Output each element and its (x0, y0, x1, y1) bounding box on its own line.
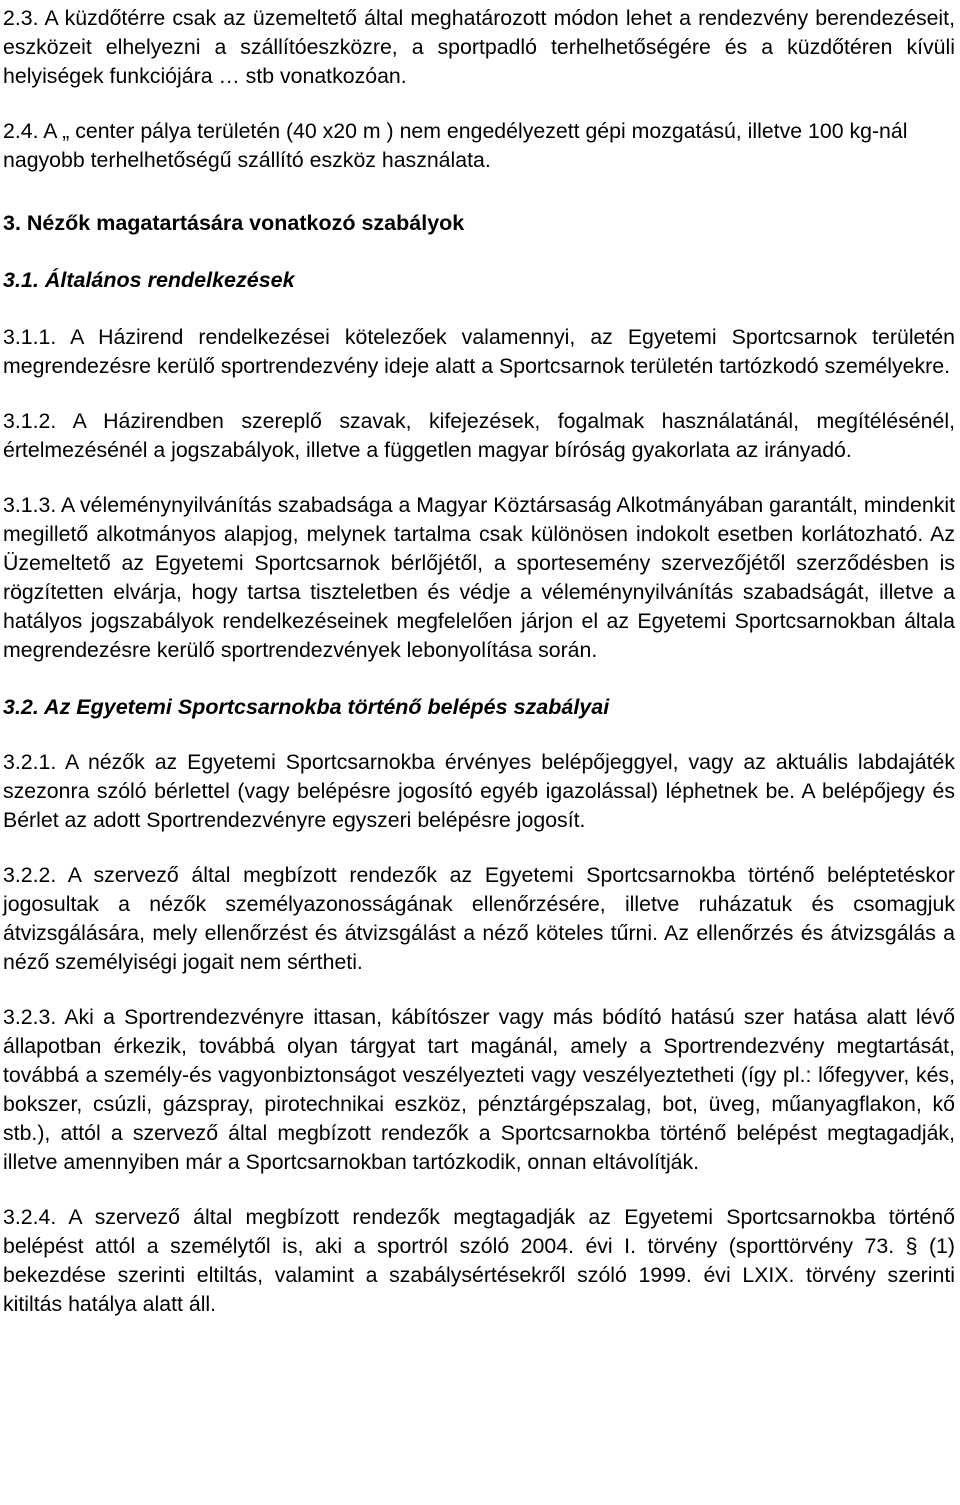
paragraph-2-4: 2.4. A „ center pálya területén (40 x20 m ) nem engedélyezett gépi mozgatású, illetve 100 kg-nál nagyobb terhelhetőségű szállító eszköz használata. (3, 119, 908, 172)
paragraph-3-1-1: 3.1.1. A Házirend rendelkezései kötelezőek valamennyi, az Egyetemi Sportcsarnok területén megrendezésre kerülő sportrendezvény ideje alatt a Sportcsarnok területén tartózkodó személyekre. (3, 325, 955, 378)
document-page (3, 4, 955, 1319)
paragraph-3-2-3: 3.2.3. Aki a Sportrendezvényre ittasan, kábítószer vagy más bódító hatású szer hatása alatt lévő állapotban érkezik, továbbá olyan tárgyat tart magánál, amely a Sportrendezvény megtartását, továbbá a személy-és vagyonbiztonságot veszélyezteti vagy veszélyeztetheti (így pl.: lőfegyver, kés, bokszer, csúzli, gázspray, pirotechnikai eszköz, pénztárgépszalag, bot, üveg, műanyagflakon, kő stb.), attól a szervező által megbízott rendezők a Sportcsarnokba történő belépést megtagadják, illetve amennyiben már a Sportcsarnokban tartózkodik, onnan eltávolítják. (3, 1005, 955, 1174)
paragraph-2-3: 2.3. A küzdőtérre csak az üzemeltető által meghatározott módon lehet a rendezvény berendezéseit, eszközeit elhelyezni a szállítóeszközre, a sportpadló terhelhetőségére és a küzdőtéren kívüli helyiségek funkciójára … stb vonatkozóan. (3, 6, 955, 88)
paragraph-3-2-2: 3.2.2. A szervező által megbízott rendezők az Egyetemi Sportcsarnokba történő beléptetéskor jogosultak a nézők személyazonosságának ellenőrzésére, illetve ruházatuk és csomagjuk átvizsgálására, mely ellenőrzést és átvizsgálást a néző köteles tűrni. Az ellenőrzés és átvizsgálás a néző személyiségi jogait nem sértheti. (3, 863, 955, 974)
section-heading-3: 3. Nézők magatartására vonatkozó szabályok (3, 211, 465, 235)
paragraph-3-2-4: 3.2.4. A szervező által megbízott rendezők megtagadják az Egyetemi Sportcsarnokba történő belépést attól a személytől is, aki a sportról szóló 2004. évi I. törvény (sporttörvény 73. § (1) bekezdése szerinti eltiltás, valamint a szabálysértésekről szóló 1999. évi LXIX. törvény szerinti kitiltás hatálya alatt áll. (3, 1205, 955, 1316)
subsection-heading-3-2: 3.2. Az Egyetemi Sportcsarnokba történő belépés szabályai (3, 695, 610, 719)
paragraph-3-1-2: 3.1.2. A Házirendben szereplő szavak, kifejezések, fogalmak használatánál, megítélésénél, értelmezésénél a jogszabályok, illetve a független magyar bíróság gyakorlata az irányadó. (3, 409, 955, 462)
subsection-heading-3-1: 3.1. Általános rendelkezések (3, 268, 295, 292)
paragraph-3-1-3: 3.1.3. A véleménynyilvánítás szabadsága a Magyar Köztársaság Alkotmányában garantált, mindenkit megillető alkotmányos alapjog, melynek tartalma csak különösen indokolt esetben korlátozható. Az Üzemeltető az Egyetemi Sportcsarnok bérlőjétől, a sportesemény szervezőjétől szerződésben is rögzítetten elvárja, hogy tartsa tiszteletben és védje a véleménynyilvánítás szabadságát, illetve a hatályos jogszabályok rendelkezéseinek megfelelően járjon el az Egyetemi Sportcsarnokban általa megrendezésre kerülő sportrendezvények lebonyolítása során. (3, 493, 955, 662)
paragraph-3-2-1: 3.2.1. A nézők az Egyetemi Sportcsarnokba érvényes belépőjeggyel, vagy az aktuális labdajáték szezonra szóló bérlettel (vagy belépésre jogosító egyéb igazolással) léphetnek be. A belépőjegy és Bérlet az adott Sportrendezvényre egyszeri belépésre jogosít. (3, 750, 955, 832)
